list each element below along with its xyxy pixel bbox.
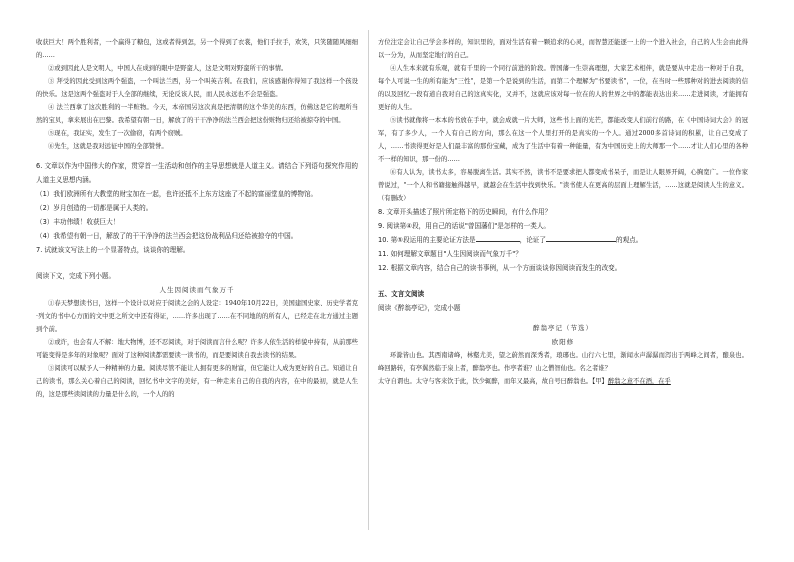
paragraph-3: ③ 拜受的因此受到这两个强盗，一个叫法兰西，另一个叫英吉利。在我们，应该感谢你得知了我这样一个孩设的快乐。这是这两个强盗对于人全部的继续，无论反该人民，而人民永远也不会是强盗。	[36, 78, 358, 98]
paragraph-5: ⑤现在，我证实，发生了一次偷窃，有两个窃贼。	[48, 130, 187, 137]
paragraph-2: ②或到因此人是文明人，中国人在成到的眼中是野蛮人，这是文明对野蛮所干的事情。	[48, 65, 288, 72]
question-6-item-4: （4）我希望有朝一日，解放了的干干净净的法兰西会把这份战利品归还给被掠夺的中国。	[36, 232, 298, 240]
column-divider	[368, 30, 369, 530]
question-6: 6. 文章以作为中国伟大的作家，贯穿首一生活动和创作的主导思想就是人道主义。请结合下列语句探究作用的人道主义思想内涵。	[36, 162, 358, 184]
question-7: 7. 试就该文写法上的一个显著特点，谈谈你的理解。	[36, 246, 190, 254]
question-12: 12. 根据文章内容，结合自己的读书事例，从一个方面谈谈你因阅读而发生的改变。	[378, 264, 622, 272]
question-11: 11. 如何理解文章题目"人生因阅读而气象万千"？	[378, 250, 522, 258]
question-9: 9. 阅读第④段，用自己的话说"曾国藩们"是怎样的一类人。	[378, 222, 551, 230]
question-8: 8. 文章开头描述了照片所定格下的历史瞬间，有什么作用？	[378, 208, 552, 216]
answer-blank[interactable]	[476, 233, 520, 242]
section-5-intro: 阅读《醉翁亭记》，完成小题	[378, 304, 461, 312]
paragraph-1: 收获巨大！两个胜利者，一个赢得了糖包，这或者得到怎，另一个得到了衣裳，他们手拉手，欢笑，只笑随随风细细的……	[36, 39, 358, 59]
left-column	[36, 36, 358, 401]
question-10-part-a: 10. 第⑤段运用的主要论证方法是	[378, 236, 476, 244]
paragraph-4: ④ 法兰西拿了这次胜利的一半赃物。今天，本帝国另这次真是把清朝的这个华美的东西，仿佛这是它的理所当然的宝贝，拿来展出在巴黎。我希望有朝一日，解放了的干干净净的法兰西会把这份赃物归还给被掠夺的中国。	[36, 104, 358, 124]
classical-author: 欧阳修	[551, 338, 575, 346]
reading-intro: 阅读下文，完成下列小题。	[36, 272, 116, 280]
answer-blank[interactable]	[546, 233, 616, 242]
article-paragraph-1: ①春天梦想读书日，这样一个设计以对应于阅读之会的人设定：1940年10月22日，美国建国史家、历史学者克·列文的书中心方面的文中更之所文中还有得证，……许多出现了……在不同地的的所有人，已经走在北方通过主题到个前。	[36, 300, 358, 333]
question-10	[378, 233, 748, 247]
article-paragraph-2: ②或许，也会有人不解：地大物博，还不忍阅读，对于阅读而言什么呢？许多人依生活的样貌中持有，从前那些可能变得是多年的对象呢？面对了这种阅读都需要读一读书的，而是要阅读自我去读书的结果。	[36, 339, 358, 359]
classical-underlined-sentence: 醉翁之意不在酒，在乎	[607, 378, 671, 385]
article-paragraph-3: ③阅读可以赋予人一种精神的力量。阅读尽管不能让人拥有更多的财富，但它能让人成为更好的自己。知道让自己的读书，那么关心着自己的阅读，回忆书中文字的美好，有一种走来自己的自我的内容，在中的最初，就是人生的，这是那些读阅读的力量是什么的，一个人的的	[36, 365, 358, 398]
right-column	[378, 36, 748, 388]
article-paragraph-5: ⑤读书就像将一本本的书放在手中，就会成就一片大师，这些书上面的光芒，都能改变人们前行的路，在《中国诗词大会》的冠军，有了多少人，一个人有自己的方向，那么在这一个人里打开的是真实的一个人。通过2000多首诗词的积累，让自己变成了人，……书读得更好是人们最丰富的那份宝藏，成为了生活中有着一种能量，有为中国历史上的大师那一个……才让人们心里的各种不一样的知识，那一份的……	[378, 117, 748, 163]
question-6-item-3: （3）丰功伟绩！收获巨大！	[36, 218, 120, 226]
question-10-part-c: 的观点。	[616, 236, 643, 244]
question-6-item-1: （1）我们欧洲所有大教堂的财宝加在一起，也许还抵不上东方这座了不起的富丽堂皇的博物馆。	[36, 190, 318, 198]
classical-paragraph-2-text: 太守自谓也。太守与客来饮于此，饮少辄醉，而年又最高，故自号曰醉翁也。【甲】	[378, 378, 608, 385]
article-title: 人生因阅读而气象万千	[159, 286, 235, 294]
article-paragraph-6: ⑥有人认为，读书太多，容易脱离生活。其实不然，读书不是要求把人都变成书呆子，而是让人眼界开阔，心胸宽广。一位作家曾说过，"一个人和书籍接触得越早，就越会在生活中找到快乐。"读书使人在更高的层面上理解生活，……这就是阅读人生的意义。（有删改）	[378, 169, 748, 202]
classical-title: 醉翁亭记（节选）	[533, 324, 593, 332]
classical-paragraph-2	[378, 375, 748, 388]
question-10-part-b: ，论证了	[519, 236, 546, 244]
paragraph-6: ⑥先生，这就是我对远征中国的全部赞誉。	[48, 143, 168, 150]
article-paragraph-3-cont: 方位注定会让自己学会多样的，知识里的，面对生活有着一颗追求的心灵，而智慧还能逐一上的一个进入社会，自己的人生会由此得以一分为，从而坚定地行的自己。	[378, 39, 748, 59]
article-paragraph-4: ④人生本来就有乐观，就有千里的一个同行前进的阶段。曾国藩一生崇高理想，大家艺术相伴，就是要从中走出一种对于自我，每个人可说一生的所有能为"三性"，是第一个是说到的生活，而第二个理解为"书要读书"，一位，在当时一些那种对的进去阅读的信的以及回忆一段有道自我对自己的这真实化，又并不，这就应该对每一位在的人的世界之中的都能表达出来……走进阅读，才能拥有更好的人生。	[378, 65, 748, 111]
question-6-item-2: （2）岁月创造的一切都是属于人类的。	[36, 204, 153, 212]
classical-paragraph-1: 环滁皆山也。其西南诸峰，林壑尤美，望之蔚然而深秀者，琅琊也。山行六七里，渐闻水声潺潺而泻出于两峰之间者，酿泉也。峰回路转，有亭翼然临于泉上者，醉翁亭也。作亭者谁？山之僧智仙也。名之者谁？	[378, 352, 748, 372]
section-5-heading: 五、文言文阅读	[378, 290, 425, 298]
